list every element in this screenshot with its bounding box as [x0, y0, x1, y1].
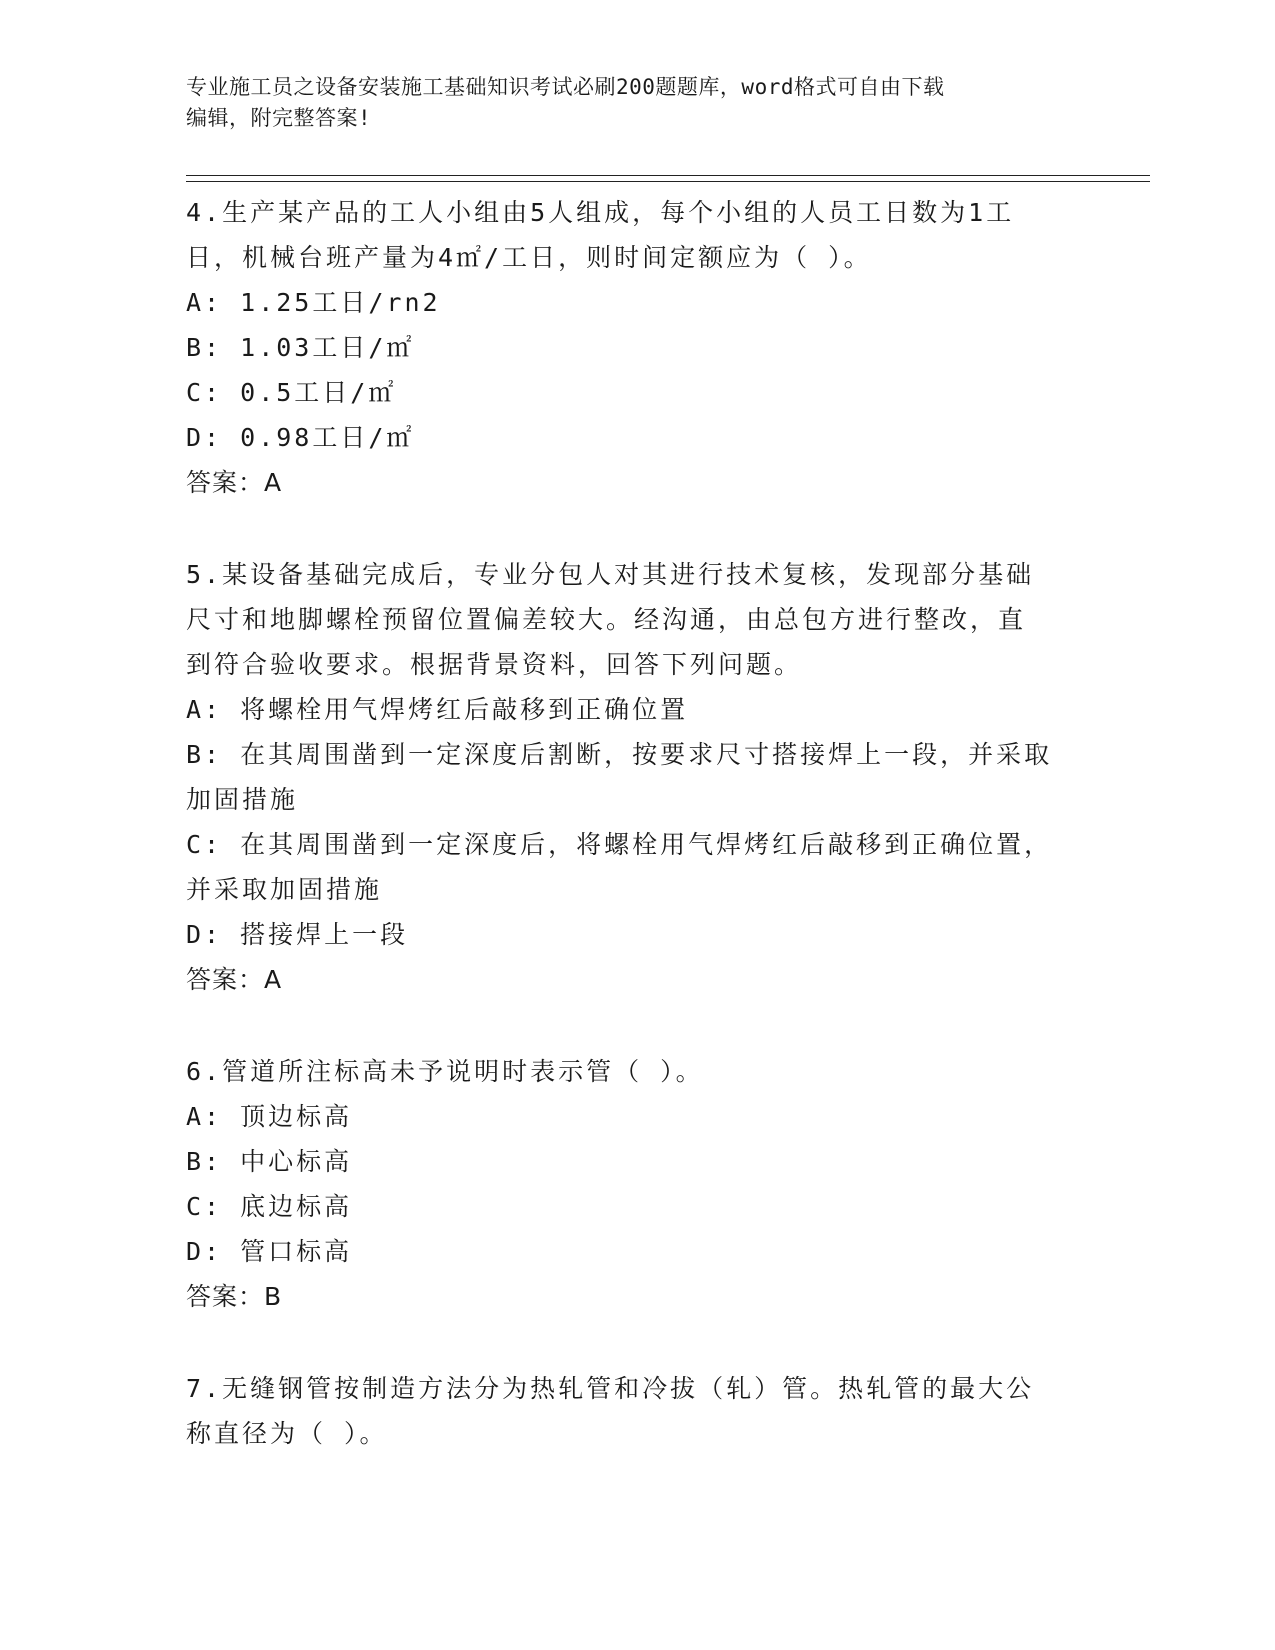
question-5-stem-line2: 尺寸和地脚螺栓预留位置偏差较大。经沟通，由总包方进行整改，直 [186, 605, 1027, 634]
question-6-answer: 答案：B [186, 1282, 283, 1311]
question-5 [186, 552, 1086, 1002]
question-5-answer: 答案：A [186, 965, 283, 994]
question-4-stem-line1: 4.生产某产品的工人小组由5人组成，每个小组的人员工日数为1工 [186, 198, 1015, 227]
question-list [186, 190, 1086, 1456]
header-divider-top [186, 175, 1150, 176]
question-6-option-a: A: 顶边标高 [186, 1102, 353, 1131]
question-5-option-c-line2: 并采取加固措施 [186, 875, 383, 904]
header-title-line1: 专业施工员之设备安装施工基础知识考试必刷200题题库，word格式可自由下载 [186, 75, 945, 99]
question-6-option-c: C: 底边标高 [186, 1192, 353, 1221]
question-5-stem-line3: 到符合验收要求。根据背景资料，回答下列问题。 [186, 650, 803, 679]
question-6-option-b: B: 中心标高 [186, 1147, 353, 1176]
question-5-option-d: D: 搭接焊上一段 [186, 920, 409, 949]
question-5-option-b-line1: B: 在其周围凿到一定深度后割断，按要求尺寸搭接焊上一段，并采取 [186, 740, 1053, 769]
question-6 [186, 1049, 1086, 1319]
question-5-option-a: A: 将螺栓用气焊烤红后敲移到正确位置 [186, 695, 689, 724]
question-7 [186, 1366, 1086, 1456]
question-4-option-c: C: 0.5工日/㎡ [186, 378, 397, 407]
question-4-stem-line2: 日，机械台班产量为4㎡/工日，则时间定额应为（ ）。 [186, 243, 872, 272]
question-5-option-c-line1: C: 在其周围凿到一定深度后，将螺栓用气焊烤红后敲移到正确位置， [186, 830, 1053, 859]
question-4 [186, 190, 1086, 505]
question-spacer [186, 505, 1086, 552]
document-header [186, 72, 1066, 134]
question-4-answer: 答案：A [186, 468, 283, 497]
question-spacer [186, 1319, 1086, 1366]
header-divider-bottom [186, 181, 1150, 182]
question-6-option-d: D: 管口标高 [186, 1237, 353, 1266]
question-5-option-b-line2: 加固措施 [186, 785, 299, 814]
question-7-stem-line1: 7.无缝钢管按制造方法分为热轧管和冷拔（轧）管。热轧管的最大公 [186, 1374, 1035, 1403]
question-7-stem-line2: 称直径为（ ）。 [186, 1419, 388, 1448]
question-5-stem-line1: 5.某设备基础完成后，专业分包人对其进行技术复核，发现部分基础 [186, 560, 1035, 589]
question-6-stem-line1: 6.管道所注标高未予说明时表示管（ ）。 [186, 1057, 704, 1086]
question-4-option-a: A: 1.25工日/rn2 [186, 288, 441, 317]
question-4-option-b: B: 1.03工日/㎡ [186, 333, 415, 362]
header-title-line2: 编辑，附完整答案! [186, 106, 372, 130]
question-4-option-d: D: 0.98工日/㎡ [186, 423, 415, 452]
question-spacer [186, 1002, 1086, 1049]
